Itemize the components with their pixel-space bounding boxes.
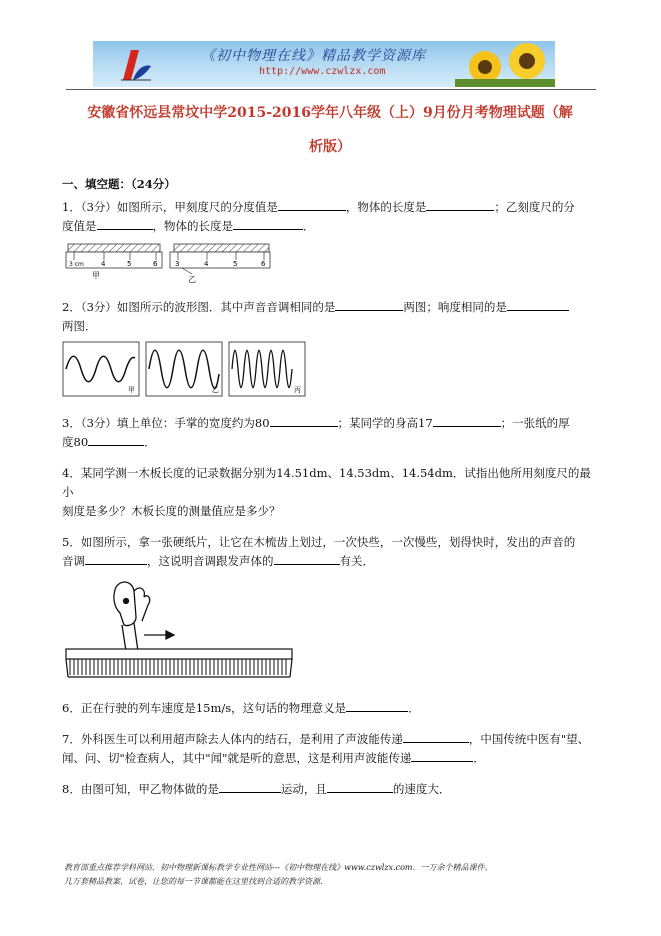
q1-text-4: 度值是: [62, 219, 97, 233]
q8-blank-1[interactable]: [219, 780, 281, 793]
ruler-a-label: 甲: [92, 271, 100, 280]
waveform-a-label: 甲: [128, 386, 135, 394]
q4-text-1: 4．某同学测一木板长度的记录数据分别为14.51dm、14.53dm、14.54dm．试指出他所用刻度尺的最小: [62, 466, 591, 499]
q3-text-2: ；某同学的身高17: [337, 416, 433, 430]
q1-text-5: ，物体的长度是: [152, 219, 233, 233]
title-line-2: 析版）: [309, 139, 351, 155]
waveform-c-label: 丙: [294, 386, 301, 394]
sunflower-icon: [455, 41, 555, 87]
question-list: [62, 176, 594, 799]
ruler-b-tick: 6: [261, 260, 266, 268]
comb-icon: [66, 649, 292, 677]
q4-text-2: 刻度是多少？木板长度的测量值应是多少？: [62, 504, 281, 518]
waveform-a: [63, 342, 139, 396]
waveform-figure: [62, 340, 312, 400]
question-8: [62, 780, 594, 799]
q3-text-5: ．: [144, 435, 156, 449]
q7-blank-1[interactable]: [403, 730, 469, 743]
question-1: [62, 198, 594, 236]
question-4: [62, 464, 594, 521]
q1-text-2: ，物体的长度是: [345, 200, 427, 214]
q8-text-1: 8．由图可知，甲乙物体做的是: [62, 782, 219, 796]
question-2: [62, 298, 594, 336]
ruler-b-tick: 3: [175, 260, 180, 268]
q7-blank-2[interactable]: [411, 749, 473, 762]
banner-title: 《初中物理在线》精品教学资源库: [201, 48, 426, 64]
footer-line-1: 教育部重点推荐学科网站．初中物理新课标教学专业性网站---《初中物理在线》www.czwlzx.com．一万余个精品课件、: [64, 863, 493, 872]
question-6: [62, 699, 594, 718]
q3-text-1: 3．（3分）填上单位：手掌的宽度约为80: [62, 416, 270, 430]
question-7: [62, 730, 594, 768]
header-rule: [66, 89, 596, 90]
q7-text-4: ．: [473, 751, 485, 765]
q8-blank-2[interactable]: [327, 780, 393, 793]
title-line-1: 安徽省怀远县常坟中学2015-2016学年八年级（上）9月份月考物理试题（解: [87, 105, 573, 121]
rulers-figure: [64, 240, 274, 286]
q5-blank-2[interactable]: [274, 552, 340, 565]
ruler-a-tick: 5: [127, 260, 132, 268]
logo-icon: [119, 46, 153, 82]
q3-blank-2[interactable]: [433, 414, 501, 427]
q1-text-3: ；乙刻度尺的分: [494, 200, 575, 214]
hand-icon: [114, 582, 150, 651]
q3-blank-3[interactable]: [88, 433, 144, 446]
q7-text-1: 7．外科医生可以利用超声除去人体内的结石，是利用了声波能传递: [62, 732, 403, 746]
banner-url[interactable]: http://www.czwlzx.com: [259, 66, 386, 77]
q2-blank-2[interactable]: [507, 298, 569, 311]
header-banner: [93, 41, 555, 87]
ruler-b-label: 乙: [188, 275, 196, 284]
ruler-b: [170, 244, 270, 284]
q7-text-3: 闻、问、切"检查病人，其中"闻"就是听的意思，这是利用声波能传递: [62, 751, 412, 765]
q8-text-2: 运动，且: [280, 782, 327, 796]
arrow-icon: [144, 631, 174, 639]
q3-text-4: 度80: [62, 435, 89, 449]
q1-blank-1[interactable]: [278, 198, 346, 211]
q1-text-6: ．: [303, 219, 315, 233]
comb-figure: [62, 577, 302, 687]
q5-text-1: 5．如图所示，拿一张硬纸片，让它在木梳齿上划过，一次快些，一次慢些，划得快时，发出的声音的: [62, 535, 576, 549]
ruler-a-tick: 6: [153, 260, 158, 268]
q5-blank-1[interactable]: [85, 552, 147, 565]
page-title: [60, 96, 600, 164]
q6-text-1: 6．正在行驶的列车速度是15m/s，这句话的物理意义是: [62, 701, 347, 715]
ruler-b-tick: 5: [233, 260, 238, 268]
q1-blank-3[interactable]: [97, 217, 153, 230]
waveform-b: [146, 342, 222, 396]
q6-blank-1[interactable]: [346, 699, 408, 712]
q2-blank-1[interactable]: [335, 298, 403, 311]
q2-text-1: 2．（3分）如图所示的波形图．其中声音音调相同的是: [62, 300, 336, 314]
q5-text-2: 音调: [62, 554, 85, 568]
page-footer: [64, 861, 604, 889]
q2-text-3: 两图．: [62, 319, 97, 333]
waveform-b-label: 乙: [212, 386, 219, 394]
q1-blank-2[interactable]: [426, 198, 494, 211]
q1-blank-4[interactable]: [233, 217, 303, 230]
q3-blank-1[interactable]: [270, 414, 338, 427]
q5-text-3: ，这说明音调跟发声体的: [147, 554, 274, 568]
waveform-c: [229, 342, 305, 396]
section-heading: 一、填空题：（24分）: [62, 177, 176, 191]
question-5: [62, 533, 594, 571]
q1-text-1: 1．（3分）如图所示，甲刻度尺的分度值是: [62, 200, 278, 214]
q5-text-4: 有关．: [339, 554, 374, 568]
q6-text-2: ．: [408, 701, 420, 715]
question-3: [62, 414, 594, 452]
ruler-a-unit: 3 cm: [69, 261, 84, 268]
footer-line-2: 几万套精品教案、试卷，让您的每一节课都能在这里找到合适的教学资源．: [64, 877, 328, 886]
ruler-a-tick: 4: [101, 260, 106, 268]
ruler-b-tick: 4: [204, 260, 209, 268]
q2-text-2: 两图；响度相同的是: [403, 300, 507, 314]
q3-text-3: ；一张纸的厚: [500, 416, 570, 430]
q7-text-2: ，中国传统中医有"望、: [468, 732, 590, 746]
ruler-a: [66, 244, 162, 280]
q8-text-3: 的速度大．: [392, 782, 451, 796]
